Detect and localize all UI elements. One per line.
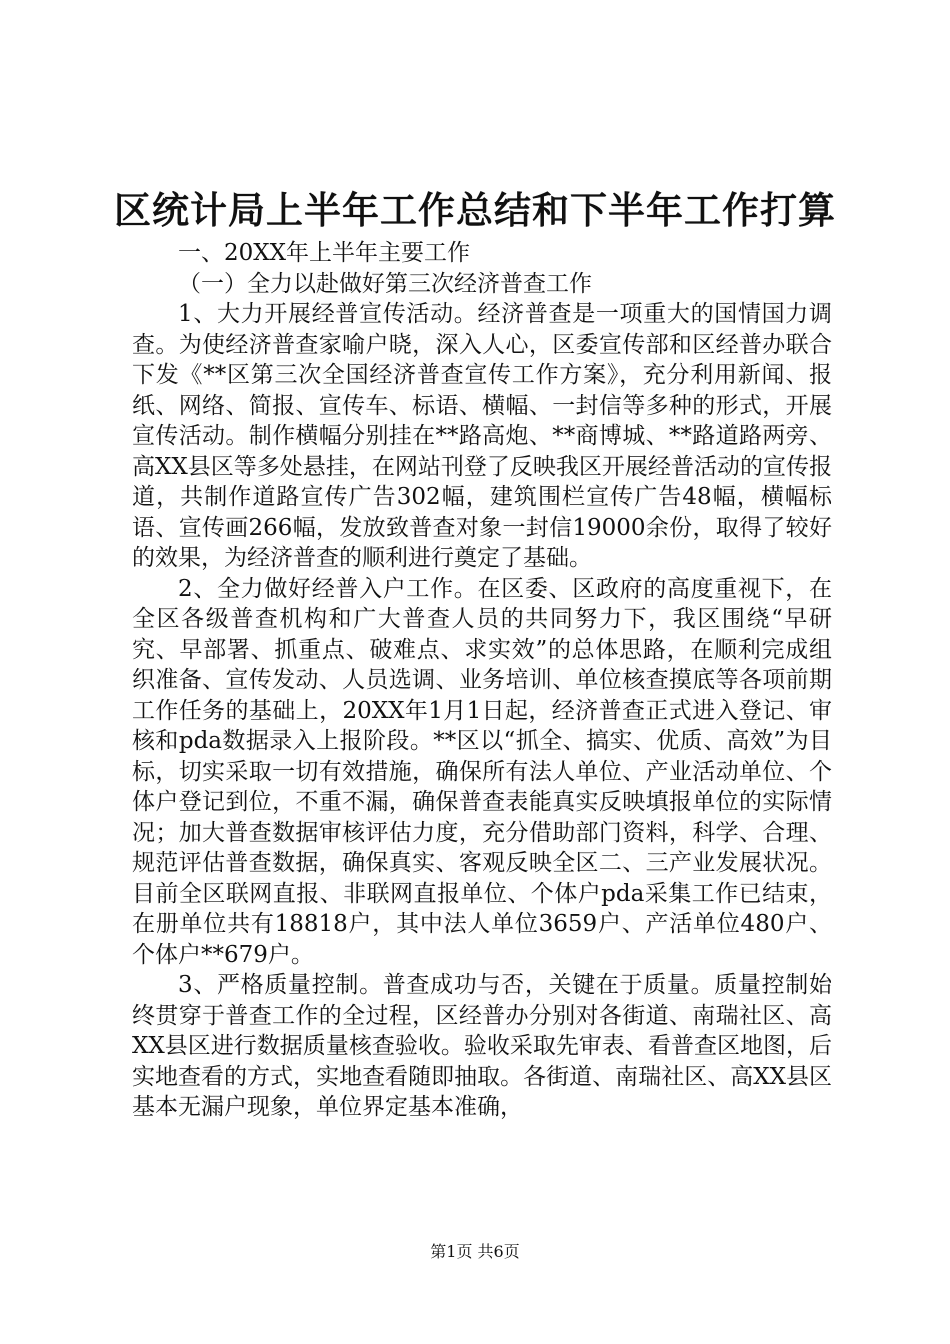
paragraph-3: 3、严格质量控制。普查成功与否，关键在于质量。质量控制始终贯穿于普查工作的全过程，区经普办分别对各街道、南瑞社区、高XX县区进行数据质量核查验收。验收采取先审表、看普查区地图，后实地查看的方式，实地查看随即抽取。各街道、南瑞社区、高XX县区基本无漏户现象，单位界定基本准确， xyxy=(132,972,832,1120)
section-heading-2: （一）全力以赴做好第三次经济普查工作 xyxy=(178,270,592,297)
page-footer: 第1页 共6页 xyxy=(430,1242,520,1261)
document-body xyxy=(132,238,832,1123)
document-title: 区统计局上半年工作总结和下半年工作打算 xyxy=(114,188,836,232)
section-heading-1: 一、20XX年上半年主要工作 xyxy=(178,240,471,266)
paragraph-2: 2、全力做好经普入户工作。在区委、区政府的高度重视下，在全区各级普查机构和广大普查人员的共同努力下，我区围绕“早研究、早部署、抓重点、破难点、求实效”的总体思路，在顺利完成组织准备、宣传发动、人员选调、业务培训、单位核查摸底等各项前期工作任务的基础上，20XX年1月1日起，经济普查正式进入登记、审核和pda数据录入上报阶段。**区以“抓全、搞实、优质、高效”为目标，切实采取一切有效措施，确保所有法人单位、产业活动单位、个体户登记到位，不重不漏，确保普查表能真实反映填报单位的实际情况；加大普查数据审核评估力度，充分借助部门资料，科学、合理、规范评估普查数据，确保真实、客观反映全区二、三产业发展状况。目前全区联网直报、非联网直报单位、个体户pda采集工作已结束，在册单位共有18818户，其中法人单位3659户、产活单位480户、个体户**679户。 xyxy=(132,575,832,968)
paragraph-1: 1、大力开展经普宣传活动。经济普查是一项重大的国情国力调查。为使经济普查家喻户晓，深入人心，区委宣传部和区经普办联合下发《**区第三次全国经济普查宣传工作方案》，充分利用新闻、报纸、网络、简报、宣传车、标语、横幅、一封信等多种的形式，开展宣传活动。制作横幅分别挂在**路高炮、**商博城、**路道路两旁、高XX县区等多处悬挂，在网站刊登了反映我区开展经普活动的宣传报道，共制作道路宣传广告302幅，建筑围栏宣传广告48幅，横幅标语、宣传画266幅，发放致普查对象一封信19000余份，取得了较好的效果，为经济普查的顺利进行奠定了基础。 xyxy=(132,301,832,571)
